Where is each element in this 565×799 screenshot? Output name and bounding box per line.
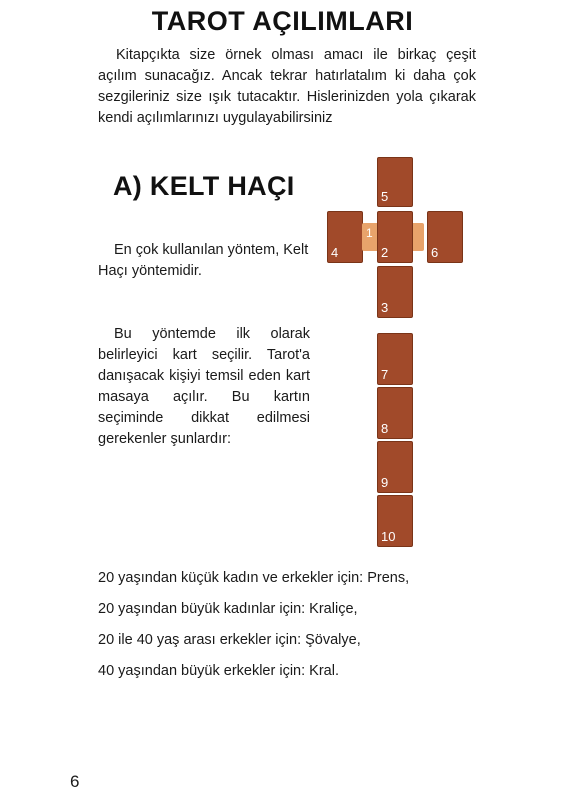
card-10 xyxy=(377,495,413,547)
card-5-number: 5 xyxy=(381,189,389,204)
intro-text: Kitapçıkta size örnek olması amacı ile birkaç çeşit açılım sunacağız. Ancak tekrar hatırlatalım ki daha çok sezgileriniz size ışık tutacaktır. Hislerinizden yola çıkarak kendi açılımlarınızı uygulayabilirsiniz xyxy=(98,47,476,126)
list-item: 20 yaşından büyük kadınlar için: Kraliçe, xyxy=(98,601,358,617)
section-heading: A) KELT HAÇI xyxy=(113,171,295,201)
intro-paragraph xyxy=(98,45,476,129)
card-6 xyxy=(427,211,463,263)
card-2-number: 2 xyxy=(381,245,389,260)
card-5 xyxy=(377,157,413,207)
paragraph-1 xyxy=(98,240,312,282)
paragraph-2-text: Bu yöntemde ilk olarak belirleyici kart seçilir. Tarot'a danışacak kişiyi temsil eden kart masaya açılır. Bu kartın seçiminde dikkat edilmesi gerekenler şunlardır: xyxy=(98,326,310,447)
card-9-number: 9 xyxy=(381,475,389,490)
card-3 xyxy=(377,266,413,318)
card-4 xyxy=(327,211,363,263)
card-4-number: 4 xyxy=(331,245,339,260)
list-item: 20 ile 40 yaş arası erkekler için: Şövalye, xyxy=(98,632,361,648)
page-number: 6 xyxy=(70,772,80,791)
paragraph-1-text: En çok kullanılan yöntem, Kelt Haçı yöntemidir. xyxy=(98,242,309,279)
card-8-number: 8 xyxy=(381,421,389,436)
card-1-number: 1 xyxy=(366,226,373,240)
card-10-number: 10 xyxy=(381,529,396,544)
card-8 xyxy=(377,387,413,439)
paragraph-2 xyxy=(98,324,310,450)
card-7 xyxy=(377,333,413,385)
card-3-number: 3 xyxy=(381,300,389,315)
page-title: TAROT AÇILIMLARI xyxy=(151,6,414,36)
card-2 xyxy=(377,211,413,263)
significator-list xyxy=(98,568,409,692)
list-item: 40 yaşından büyük erkekler için: Kral. xyxy=(98,663,339,679)
card-6-number: 6 xyxy=(431,245,439,260)
list-item: 20 yaşından küçük kadın ve erkekler için: Prens, xyxy=(98,570,410,586)
card-7-number: 7 xyxy=(381,367,389,382)
card-9 xyxy=(377,441,413,493)
